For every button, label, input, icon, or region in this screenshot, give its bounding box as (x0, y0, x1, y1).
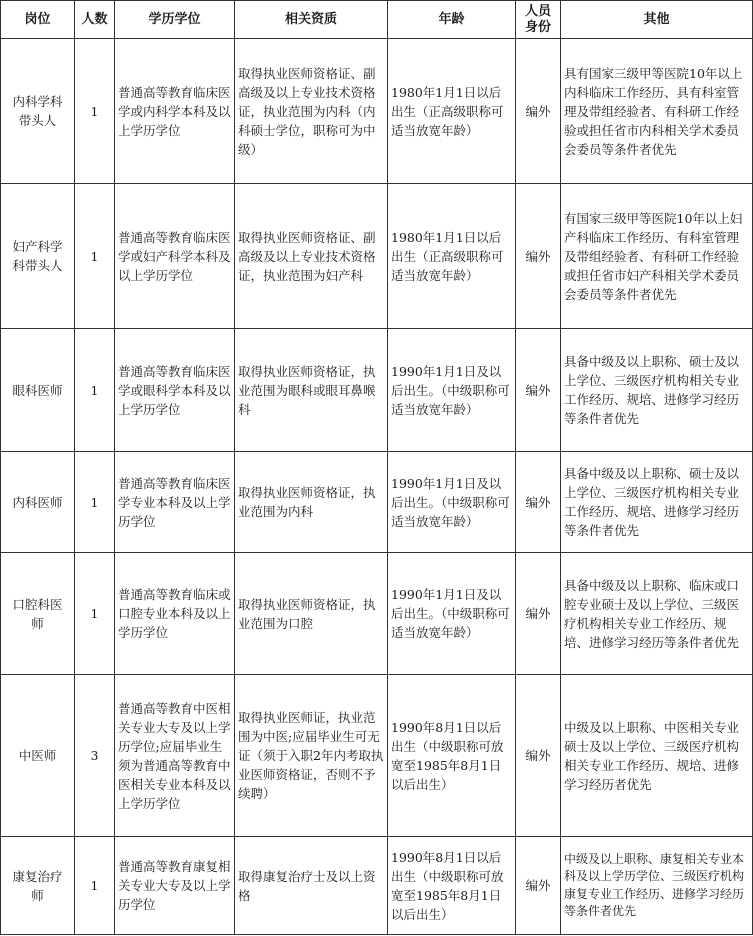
education-cell: 普通高等教育临床医学或眼科学本科及以上学历学位 (115, 329, 235, 452)
age-cell: 1980年1月1日以后出生（正高级职称可适当放宽年龄） (388, 184, 516, 329)
identity-cell: 编外 (516, 329, 561, 452)
header-row (1, 1, 753, 39)
qualification-cell: 取得执业医师资格证、副高级及以上专业技术资格证，执业范围为内科（内科硕士学位，职称可为中级） (235, 39, 388, 184)
table-row (1, 329, 753, 452)
other-cell: 具备中级及以上职称、硕士及以上学位、三级医疗机构相关专业工作经历、规培、进修学习经历等条件者优先 (561, 329, 753, 452)
education-cell: 普通高等教育临床医学或内科学本科及以上学历学位 (115, 39, 235, 184)
other-cell: 具备中级及以上职称、硕士及以上学位、三级医疗机构相关专业工作经历、规培、进修学习经历等条件者优先 (561, 452, 753, 553)
header-age: 年龄 (388, 1, 516, 39)
age-cell: 1990年8月1日以后出生（中级职称可放宽至1985年8月1日以后出生） (388, 837, 516, 935)
qualification-cell: 取得执业医师资格证，执业范围为眼科或眼耳鼻喉科 (235, 329, 388, 452)
header-education: 学历学位 (115, 1, 235, 39)
qualification-cell: 取得执业医师资格证，执业范围为口腔 (235, 553, 388, 675)
post-cell: 康复治疗师 (1, 837, 75, 935)
post-cell: 妇产科学科带头人 (1, 184, 75, 329)
count-cell: 3 (75, 675, 115, 837)
header-qualification: 相关资质 (235, 1, 388, 39)
qualification-cell: 取得执业医师资格证、副高级及以上专业技术资格证，执业范围为妇产科 (235, 184, 388, 329)
header-count: 人数 (75, 1, 115, 39)
count-cell: 1 (75, 329, 115, 452)
age-cell: 1990年1月1日及以后出生。（中级职称可适当放宽年龄） (388, 329, 516, 452)
other-cell: 具有国家三级甲等医院10年以上内科临床工作经历、具有科室管理及带组经验者、有科研工作经验或担任省市内科相关学术委员会委员等条件者优先 (561, 39, 753, 184)
age-cell: 1990年1月1日及以后出生。（中级职称可适当放宽年龄） (388, 452, 516, 553)
table-row (1, 184, 753, 329)
age-cell: 1980年1月1日以后出生（正高级职称可适当放宽年龄） (388, 39, 516, 184)
post-cell: 内科医师 (1, 452, 75, 553)
table-row (1, 553, 753, 675)
education-cell: 普通高等教育中医相关专业大专及以上学历学位;应届毕业生须为普通高等教育中医相关专业本科及以上学历学位 (115, 675, 235, 837)
other-cell: 中级及以上职称、康复相关专业本科及以上学历学位、三级医疗机构康复专业工作经历、进修学习经历等条件者优先 (561, 837, 753, 935)
count-cell: 1 (75, 184, 115, 329)
qualification-cell: 取得执业医师资格证，执业范围为内科 (235, 452, 388, 553)
identity-cell: 编外 (516, 184, 561, 329)
other-cell: 中级及以上职称、中医相关专业硕士及以上学位、三级医疗机构相关专业工作经历、规培、进修学习经历者优先 (561, 675, 753, 837)
table-row (1, 452, 753, 553)
age-cell: 1990年8月1日以后出生（中级职称可放宽至1985年8月1日以后出生） (388, 675, 516, 837)
table-row (1, 675, 753, 837)
identity-cell: 编外 (516, 675, 561, 837)
table-row (1, 837, 753, 935)
post-cell: 眼科医师 (1, 329, 75, 452)
age-cell: 1990年1月1日及以后出生。（中级职称可适当放宽年龄） (388, 553, 516, 675)
count-cell: 1 (75, 452, 115, 553)
count-cell: 1 (75, 553, 115, 675)
education-cell: 普通高等教育临床医学专业本科及以上学历学位 (115, 452, 235, 553)
post-cell: 内科学科带头人 (1, 39, 75, 184)
table-row (1, 39, 753, 184)
identity-cell: 编外 (516, 39, 561, 184)
header-post: 岗位 (1, 1, 75, 39)
education-cell: 普通高等教育临床医学或妇产科学本科及以上学历学位 (115, 184, 235, 329)
identity-cell: 编外 (516, 553, 561, 675)
post-cell: 口腔科医师 (1, 553, 75, 675)
header-other: 其他 (561, 1, 753, 39)
other-cell: 具备中级及以上职称、临床或口腔专业硕士及以上学位、三级医疗机构相关专业工作经历、规培、进修学习经历等条件者优先 (561, 553, 753, 675)
qualification-cell: 取得执业医师证，执业范围为中医;应届毕业生可无证（须于入职2年内考取执业医师资格证，否则不予续聘） (235, 675, 388, 837)
education-cell: 普通高等教育康复相关专业大专及以上学历学位 (115, 837, 235, 935)
other-cell: 有国家三级甲等医院10年以上妇产科临床工作经历、有科室管理及带组经验者、有科研工作经验或担任省市妇产科相关学术委员会委员等条件者优先 (561, 184, 753, 329)
post-cell: 中医师 (1, 675, 75, 837)
education-cell: 普通高等教育临床或口腔专业本科及以上学历学位 (115, 553, 235, 675)
count-cell: 1 (75, 39, 115, 184)
identity-cell: 编外 (516, 452, 561, 553)
header-identity: 人员身份 (516, 1, 561, 39)
identity-cell: 编外 (516, 837, 561, 935)
qualification-cell: 取得康复治疗士及以上资格 (235, 837, 388, 935)
count-cell: 1 (75, 837, 115, 935)
